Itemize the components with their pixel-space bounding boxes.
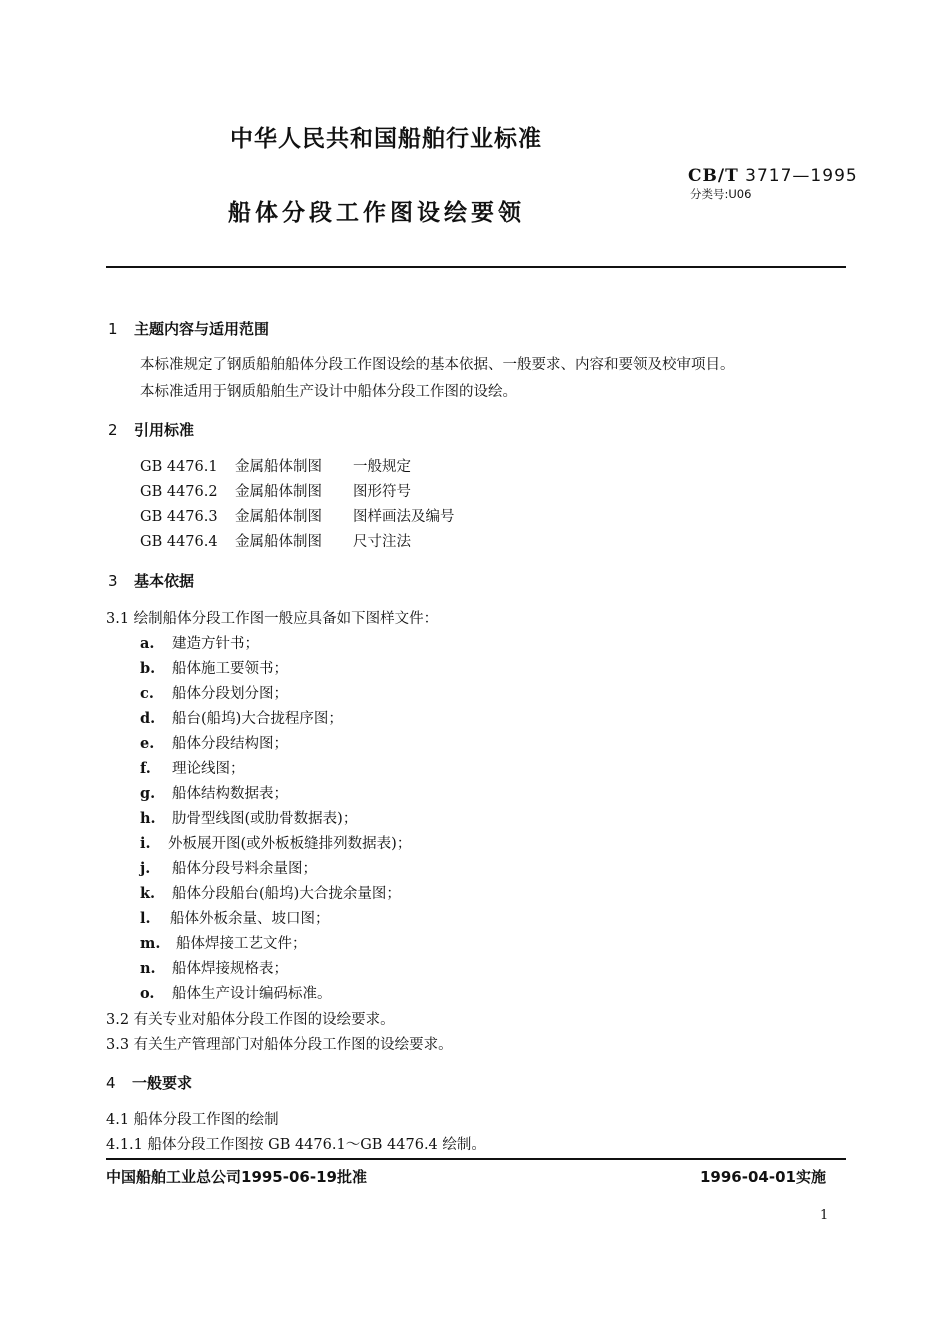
list-item-text: 外板展开图(或外板板缝排列数据表)；	[168, 836, 412, 852]
list-item	[140, 632, 259, 653]
list-item-text: 船体焊接工艺文件；	[176, 936, 307, 952]
list-item-key: c.	[140, 685, 154, 702]
reference-desc: 尺寸注法	[353, 534, 411, 550]
reference-name: 金属船体制图	[235, 509, 322, 525]
list-item-text: 理论线图；	[172, 761, 245, 777]
section-2-heading	[108, 419, 194, 440]
list-item-key: j.	[140, 860, 151, 877]
paragraph: 本标准规定了钢质船舶船体分段工作图设绘的基本依据、一般要求、内容和要领及校审项目。	[140, 357, 735, 373]
section-3-heading	[108, 570, 194, 591]
reference-code: GB 4476.1	[140, 459, 218, 475]
list-item-key: i.	[140, 835, 151, 852]
section-title: 引用标准	[134, 421, 195, 439]
list-item-key: d.	[140, 710, 156, 727]
list-item	[140, 657, 288, 678]
reference-name: 金属船体制图	[235, 534, 322, 550]
list-item	[140, 932, 307, 953]
list-item-text: 肋骨型线图(或肋骨数据表)；	[172, 811, 358, 827]
reference-row	[140, 455, 411, 476]
paragraph: 本标准适用于钢质船舶生产设计中船体分段工作图的设绘。	[140, 384, 517, 400]
list-item	[140, 882, 401, 903]
list-item-text: 船体分段结构图；	[172, 736, 288, 752]
issuing-authority: 中华人民共和国船舶行业标准	[230, 126, 542, 152]
section-number: 1	[108, 320, 118, 338]
section-number: 4	[106, 1074, 116, 1092]
list-item-key: a.	[140, 635, 155, 652]
list-item	[140, 907, 330, 928]
list-item-key: l.	[140, 910, 151, 927]
list-item-key: f.	[140, 760, 151, 777]
list-item-key: o.	[140, 985, 155, 1002]
list-item-text: 船体分段船台(船坞)大合拢余量图；	[172, 886, 401, 902]
header-divider	[106, 266, 846, 268]
list-item-key: k.	[140, 885, 156, 902]
section-number: 3	[108, 572, 118, 590]
reference-desc: 图样画法及编号	[353, 509, 455, 525]
clause-4-1-1: 4.1.1 船体分段工作图按 GB 4476.1～GB 4476.4 绘制。	[106, 1137, 486, 1153]
list-item-key: b.	[140, 660, 156, 677]
list-item-text: 船体结构数据表；	[172, 786, 288, 802]
list-item-key: e.	[140, 735, 155, 752]
list-item-text: 船体生产设计编码标准。	[172, 986, 332, 1002]
standard-code-number: 3717—1995	[745, 166, 858, 186]
document-title: 船体分段工作图设绘要领	[228, 200, 525, 226]
footer-divider	[106, 1158, 846, 1160]
section-title: 主题内容与适用范围	[134, 320, 270, 338]
list-item	[140, 957, 288, 978]
list-item	[140, 757, 245, 778]
reference-code: GB 4476.4	[140, 534, 218, 550]
reference-name: 金属船体制图	[235, 459, 322, 475]
standard-code-prefix: CB/T	[688, 166, 739, 186]
list-item-key: h.	[140, 810, 156, 827]
list-item-text: 船体分段划分图；	[172, 686, 288, 702]
list-item	[140, 832, 411, 853]
reference-row	[140, 530, 411, 551]
section-number: 2	[108, 421, 118, 439]
section-title: 基本依据	[134, 572, 195, 590]
clause-3-2: 3.2 有关专业对船体分段工作图的设绘要求。	[106, 1012, 395, 1028]
classification-number: 分类号:U06	[690, 187, 752, 201]
section-4-heading	[106, 1072, 192, 1093]
list-item	[140, 807, 357, 828]
list-item	[140, 857, 317, 878]
clause-4-1: 4.1 船体分段工作图的绘制	[106, 1112, 279, 1128]
effective-date-line: 1996-04-01实施	[700, 1168, 826, 1186]
clause-3-3: 3.3 有关生产管理部门对船体分段工作图的设绘要求。	[106, 1037, 453, 1053]
reference-desc: 一般规定	[353, 459, 411, 475]
list-item	[140, 782, 288, 803]
reference-row	[140, 480, 411, 501]
list-item	[140, 732, 288, 753]
list-item-text: 船体外板余量、坡口图；	[170, 911, 330, 927]
reference-code: GB 4476.2	[140, 484, 218, 500]
list-item-text: 船体施工要领书；	[172, 661, 288, 677]
list-item	[140, 682, 288, 703]
reference-desc: 图形符号	[353, 484, 411, 500]
list-item-text: 船台(船坞)大合拢程序图；	[172, 711, 343, 727]
list-item-text: 船体焊接规格表；	[172, 961, 288, 977]
list-item	[140, 707, 343, 728]
reference-code: GB 4476.3	[140, 509, 218, 525]
section-title: 一般要求	[132, 1074, 193, 1092]
list-item-key: n.	[140, 960, 156, 977]
list-item-key: g.	[140, 785, 156, 802]
approval-line: 中国船舶工业总公司1995-06-19批准	[106, 1168, 367, 1186]
list-item-key: m.	[140, 935, 161, 952]
section-1-heading	[108, 318, 269, 339]
standard-code	[688, 166, 858, 186]
reference-row	[140, 505, 455, 526]
page-number: 1	[820, 1208, 829, 1223]
clause-3-1: 3.1 绘制船体分段工作图一般应具备如下图样文件：	[106, 611, 439, 627]
list-item	[140, 982, 332, 1003]
list-item-text: 建造方针书；	[172, 636, 259, 652]
reference-name: 金属船体制图	[235, 484, 322, 500]
list-item-text: 船体分段号料余量图；	[172, 861, 317, 877]
